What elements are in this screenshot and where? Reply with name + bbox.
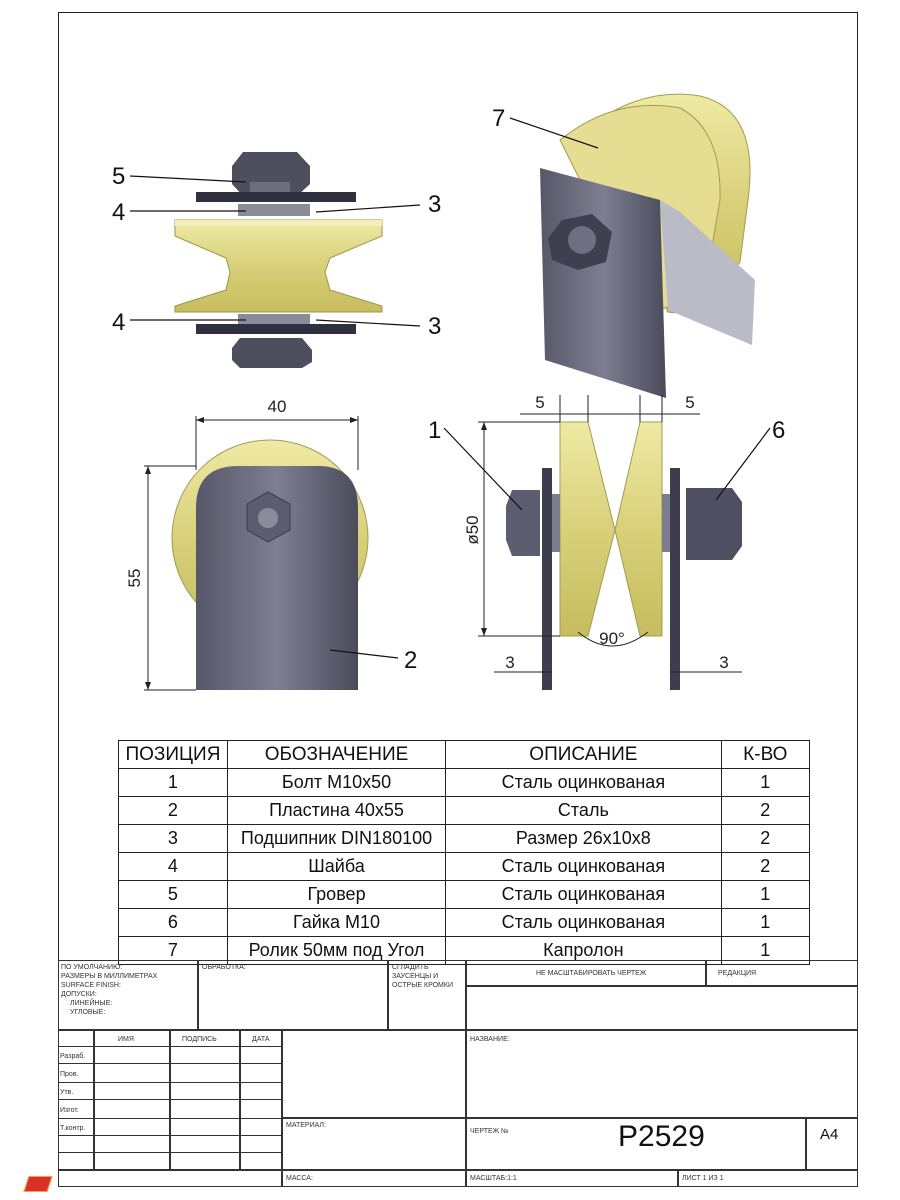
dim-gap-left: 5 [535,393,545,412]
cell-quantity: 2 [721,797,809,825]
finish-label: ОБРАБОТКА: [202,964,246,971]
drawing-number: P2529 [618,1120,705,1153]
col-name-label: ИМЯ [118,1036,134,1043]
cell-quantity: 1 [721,909,809,937]
col-date-label: ДАТА [252,1036,270,1043]
callout-2: 2 [404,647,418,674]
cell-quantity: 2 [721,853,809,881]
deburr-line: ОСТРЫЕ КРОМКИ [392,982,454,989]
cell-position: 4 [119,853,228,881]
cell-description: Сталь оцинкованая [446,769,721,797]
grid-row [58,1118,282,1136]
dim-height: 55 [125,568,144,588]
exploded-side-view [112,152,441,368]
cell-designation: Гровер [227,881,445,909]
isometric-view [492,94,755,398]
cell-quantity: 2 [721,825,809,853]
grid-row [58,1152,282,1170]
dim-width: 40 [267,397,287,416]
table-row [119,769,810,797]
callout-5: 5 [112,163,126,190]
dim-plate-right: 3 [719,653,729,672]
table-row [119,797,810,825]
cell-quantity: 1 [721,937,809,965]
cell-designation: Гайка М10 [227,909,445,937]
note-line: УГЛОВЫЕ: [70,1009,106,1016]
cell-description: Капролон [446,937,721,965]
note-line: ДОПУСКИ: [61,991,97,998]
cell-quantity: 1 [721,769,809,797]
cell-position: 5 [119,881,228,909]
cell-position: 1 [119,769,228,797]
callout-7: 7 [492,105,506,132]
callout-3: 3 [428,191,442,218]
role-label: Утв. [60,1089,74,1096]
table-row [119,881,810,909]
cell-designation: Шайба [227,853,445,881]
parts-table [118,740,810,965]
cell-position: 3 [119,825,228,853]
callout-4-lower: 4 [112,309,126,336]
cell-position: 7 [119,937,228,965]
scale-label: МАСШТАБ:1:1 [470,1175,517,1182]
material-label: МАТЕРИАЛ: [286,1122,326,1129]
dim-diameter: ø50 [463,515,482,545]
name-cell [466,1030,858,1118]
no-scale-label: НЕ МАСШТАБИРОВАТЬ ЧЕРТЕЖ [536,970,647,977]
mass-label: МАССА: [286,1175,313,1182]
cell-position: 2 [119,797,228,825]
grid-row [58,1082,282,1100]
role-label: Пров. [60,1071,79,1078]
callout-4: 4 [112,199,126,226]
sheet-label: ЛИСТ 1 ИЗ 1 [682,1175,724,1182]
front-view [125,397,417,690]
cell-position: 6 [119,909,228,937]
table-row [119,909,810,937]
cell-designation: Ролик 50мм под Угол [227,937,445,965]
blank-cell [466,986,858,1030]
bottom-spare-cell [58,1170,282,1187]
cell-description: Сталь оцинкованая [446,909,721,937]
header-description: ОПИСАНИЕ [446,741,721,769]
callout-1: 1 [428,417,442,444]
col-sign-label: ПОДПИСЬ [182,1036,217,1043]
sheet-format: A4 [820,1126,839,1143]
dim-plate-left: 3 [505,653,515,672]
dim-gap-right: 5 [685,393,695,412]
drawing-no-label: ЧЕРТЕЖ № [470,1128,509,1135]
header-designation: ОБОЗНАЧЕНИЕ [227,741,445,769]
note-line: ЛИНЕЙНЫЕ: [70,1000,113,1007]
brand-logo-icon [23,1176,52,1192]
cell-quantity: 1 [721,881,809,909]
dim-angle: 90° [599,629,625,648]
header-quantity: К-ВО [721,741,809,769]
role-label: Изгот. [60,1107,79,1114]
deburr-line: ЗАУСЕНЦЫ И [392,973,439,980]
parts-table-header [119,741,810,769]
header-position: ПОЗИЦИЯ [119,741,228,769]
cell-description: Сталь оцинкованая [446,853,721,881]
role-label: Т.контр. [60,1125,86,1132]
role-label: Разраб. [60,1053,86,1060]
side-section-view [428,393,785,690]
grid-row [58,1046,282,1064]
cell-description: Сталь [446,797,721,825]
table-row [119,853,810,881]
name-label: НАЗВАНИЕ: [470,1036,510,1043]
callout-6: 6 [772,417,786,444]
note-line: SURFACE FINISH: [61,982,121,989]
note-line: ПО УМОЛЧАНИЮ: [61,964,123,971]
cell-designation: Болт М10х50 [227,769,445,797]
cell-description: Сталь оцинкованая [446,881,721,909]
note-line: РАЗМЕРЫ В МИЛЛИМЕТРАХ [61,973,158,980]
cell-designation: Подшипник DIN180100 [227,825,445,853]
deburr-line: СГЛАДИТЬ [392,964,429,971]
cell-designation: Пластина 40х55 [227,797,445,825]
spare-cell [282,1030,466,1118]
callout-3-lower: 3 [428,313,442,340]
revision-label: РЕДАКЦИЯ [718,970,757,977]
title-block [58,960,858,1187]
cell-description: Размер 26х10х8 [446,825,721,853]
table-row [119,825,810,853]
